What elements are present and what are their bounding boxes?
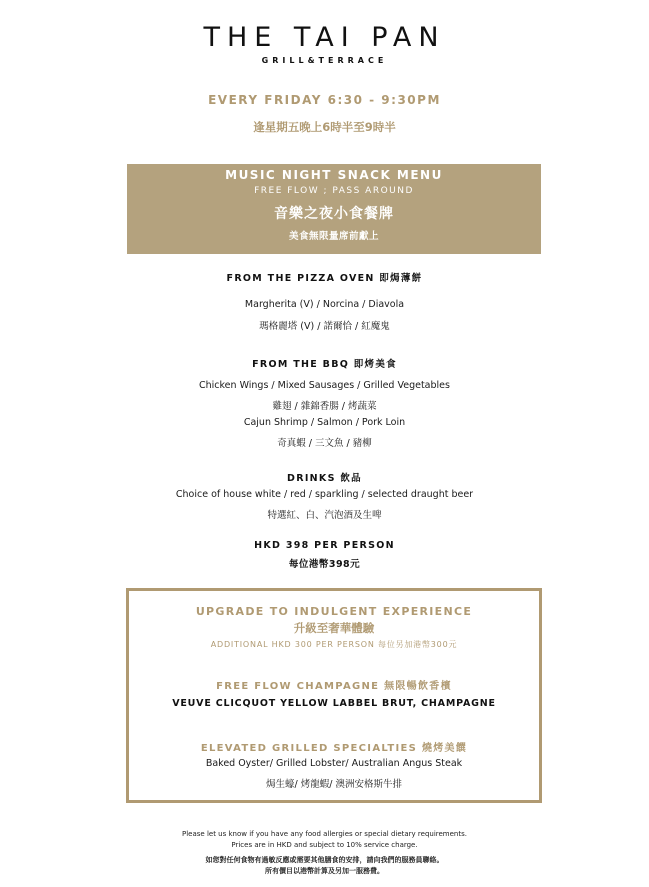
footer-allergy-note: Please let us know if you have any food allergies or special dietary requirements. — [182, 830, 467, 838]
upgrade-heading-en: UPGRADE TO INDULGENT EXPERIENCE — [195, 605, 473, 618]
bbq-line2-en: Cajun Shrimp / Salmon / Pork Loin — [243, 417, 406, 428]
bbq-line1-zh: 雞翅 / 雜錦香腸 / 烤蔬菜 — [272, 401, 377, 412]
bbq-line1-en: Chicken Wings / Mixed Sausages / Grilled Vegetables — [199, 380, 450, 391]
schedule-time-en: EVERY FRIDAY 6:30 - 9:30PM — [208, 93, 441, 107]
banner-subtitle-zh: 美食無限量席前獻上 — [288, 231, 379, 242]
upgrade-heading-zh: 升級至奢華體驗 — [293, 621, 375, 635]
champagne-item: VEUVE CLICQUOT YELLOW LABBEL BRUT, CHAMPAGNE — [172, 698, 496, 709]
pizza-items-zh: 瑪格麗塔 (V) / 諾爾恰 / 紅魔鬼 — [259, 321, 390, 332]
grill-items-zh: 焗生蠔/ 烤龍蝦/ 澳洲安格斯牛排 — [266, 779, 402, 790]
grill-heading: ELEVATED GRILLED SPECIALTIES 燒烤美饌 — [200, 743, 468, 754]
upgrade-additional-price: ADDITIONAL HKD 300 PER PERSON 每位另加港幣300元 — [210, 640, 458, 649]
upgrade-box — [126, 588, 542, 803]
schedule-time-zh: 逢星期五晚上6時半至9時半 — [253, 120, 396, 134]
price-zh: 每位港幣398元 — [288, 559, 361, 570]
banner-title-en: MUSIC NIGHT SNACK MENU — [225, 168, 443, 182]
restaurant-title: THE TAI PAN — [203, 22, 446, 53]
bbq-line2-zh: 奇真蝦 / 三文魚 / 豬柳 — [277, 438, 372, 449]
bbq-heading: FROM THE BBQ 即烤美食 — [252, 359, 397, 370]
drinks-heading: DRINKS 飲品 — [287, 473, 362, 484]
drinks-items-en: Choice of house white / red / sparkling / selected draught beer — [175, 489, 474, 500]
restaurant-subtitle: GRILL&TERRACE — [261, 56, 388, 65]
price-en: HKD 398 PER PERSON — [254, 540, 395, 551]
banner-title-zh: 音樂之夜小食餐牌 — [274, 206, 394, 222]
champagne-heading: FREE FLOW CHAMPAGNE 無限暢飲香檳 — [216, 681, 452, 692]
footer-price-note-zh: 所有價目以港幣計算及另加一服務費。 — [265, 867, 384, 875]
pizza-heading: FROM THE PIZZA OVEN 即焗薄餅 — [226, 273, 423, 284]
pizza-items-en: Margherita (V) / Norcina / Diavola — [244, 299, 405, 310]
banner-subtitle-en: FREE FLOW ; PASS AROUND — [254, 186, 414, 196]
drinks-items-zh: 特選紅、白、汽泡酒及生啤 — [267, 510, 382, 521]
menu-banner — [127, 164, 541, 254]
footer-allergy-note-zh: 如您對任何食物有過敏反應或需要其他膳食的安排，請向我們的服務員聯絡。 — [205, 856, 444, 864]
grill-items-en: Baked Oyster/ Grilled Lobster/ Australian Angus Steak — [205, 758, 463, 769]
footer-price-note: Prices are in HKD and subject to 10% service charge. — [231, 841, 418, 849]
